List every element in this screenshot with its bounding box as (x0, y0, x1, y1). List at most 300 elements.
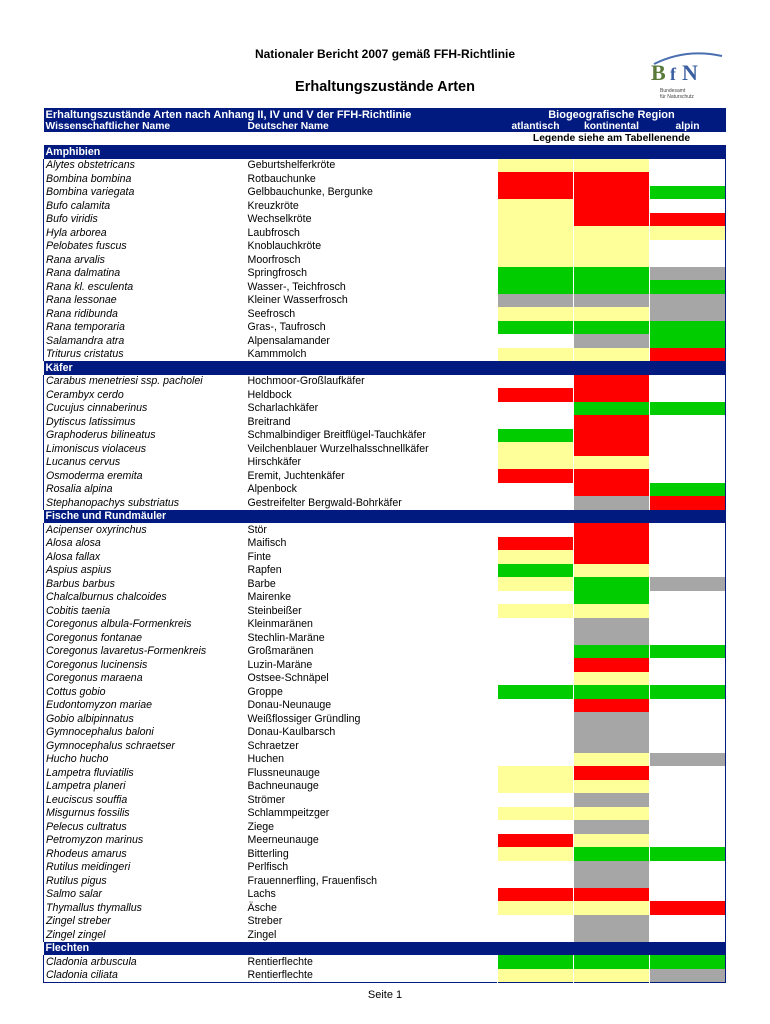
status-continental-cell (574, 307, 650, 321)
status-continental-cell (574, 591, 650, 605)
status-continental-cell (574, 618, 650, 632)
status-atlantic-cell (498, 550, 574, 564)
status-alpine-cell (650, 780, 726, 794)
status-continental-cell (574, 388, 650, 402)
table-row (44, 469, 726, 483)
status-atlantic-cell (498, 564, 574, 578)
status-atlantic-cell (498, 388, 574, 402)
status-alpine-cell (650, 307, 726, 321)
status-continental-cell (574, 186, 650, 200)
svg-text:B: B (651, 60, 666, 85)
german-name: Scharlachkäfer (247, 402, 319, 415)
status-alpine-cell (650, 901, 726, 915)
table-row (44, 780, 726, 794)
german-name: Flussneunauge (247, 766, 320, 779)
status-atlantic-cell (498, 726, 574, 740)
status-alpine-cell (650, 672, 726, 686)
status-alpine-cell (650, 766, 726, 780)
status-continental-cell (574, 267, 650, 281)
table-row (44, 402, 726, 416)
status-continental-cell (574, 172, 650, 186)
table-body (44, 145, 726, 983)
status-continental-cell (574, 226, 650, 240)
group-header-row (44, 942, 726, 956)
table-row (44, 861, 726, 875)
scientific-name: Rana ridibunda (44, 307, 246, 321)
table-row (44, 699, 726, 713)
german-name: Großmaränen (247, 645, 314, 658)
status-alpine-cell (650, 685, 726, 699)
scientific-name: Acipenser oxyrinchus (44, 523, 246, 537)
status-continental-cell (574, 726, 650, 740)
status-atlantic-cell (498, 631, 574, 645)
scientific-name: Thymallus thymallus (44, 901, 246, 915)
status-atlantic-cell (498, 874, 574, 888)
german-name: Steinbeißer (247, 604, 302, 617)
status-alpine-cell (650, 753, 726, 767)
status-continental-cell (574, 834, 650, 848)
group-name: Fische und Rundmäuler (44, 510, 498, 524)
group-header-fill (498, 145, 574, 159)
status-alpine-cell (650, 658, 726, 672)
status-alpine-cell (650, 564, 726, 578)
table-row (44, 591, 726, 605)
status-continental-cell (574, 213, 650, 227)
scientific-name: Rana kl. esculenta (44, 280, 246, 294)
status-alpine-cell (650, 861, 726, 875)
scientific-name: Misgurnus fossilis (44, 807, 246, 821)
status-alpine-cell (650, 172, 726, 186)
german-name: Breitrand (247, 415, 291, 428)
svg-text:Bundesamt: Bundesamt (660, 88, 686, 94)
table-row (44, 874, 726, 888)
status-atlantic-cell (498, 294, 574, 308)
scientific-name: Chalcalburnus chalcoides (44, 591, 246, 605)
status-continental-cell (574, 550, 650, 564)
status-alpine-cell (650, 645, 726, 659)
group-header-row (44, 145, 726, 159)
status-atlantic-cell (498, 604, 574, 618)
status-continental-cell (574, 537, 650, 551)
german-name: Alpenbock (247, 483, 297, 496)
scientific-name: Cucujus cinnaberinus (44, 402, 246, 416)
table-row (44, 321, 726, 335)
status-alpine-cell (650, 847, 726, 861)
german-name: Donau-Neunauge (247, 699, 332, 712)
status-alpine-cell (650, 226, 726, 240)
group-header-fill (574, 510, 650, 524)
german-name: Barbe (247, 577, 276, 590)
status-alpine-cell (650, 334, 726, 348)
german-name: Gelbbauchunke, Bergunke (247, 186, 373, 199)
status-continental-cell (574, 429, 650, 443)
scientific-name: Bombina bombina (44, 172, 246, 186)
status-continental-cell (574, 699, 650, 713)
scientific-name: Aspius aspius (44, 564, 246, 578)
status-atlantic-cell (498, 888, 574, 902)
status-alpine-cell (650, 739, 726, 753)
status-continental-cell (574, 780, 650, 794)
status-continental-cell (574, 901, 650, 915)
scientific-name: Alosa alosa (44, 537, 246, 551)
german-name: Lachs (247, 888, 276, 901)
status-atlantic-cell (498, 334, 574, 348)
group-name: Käfer (44, 361, 498, 375)
german-name: Kleinmaränen (247, 618, 313, 631)
table-row (44, 267, 726, 281)
status-continental-cell (574, 874, 650, 888)
table-row (44, 712, 726, 726)
table-row (44, 307, 726, 321)
status-atlantic-cell (498, 321, 574, 335)
col-header-scientific: Wissenschaftlicher Name (44, 121, 246, 132)
german-name: Stör (247, 523, 267, 536)
group-header-fill (498, 510, 574, 524)
table-row (44, 186, 726, 200)
status-atlantic-cell (498, 267, 574, 281)
german-name: Huchen (247, 753, 285, 766)
table-row (44, 334, 726, 348)
status-continental-cell (574, 685, 650, 699)
status-alpine-cell (650, 375, 726, 389)
status-continental-cell (574, 739, 650, 753)
scientific-name: Rana arvalis (44, 253, 246, 267)
group-name: Flechten (44, 942, 498, 956)
group-header-fill (574, 942, 650, 956)
group-name: Amphibien (44, 145, 498, 159)
status-alpine-cell (650, 631, 726, 645)
table-row (44, 564, 726, 578)
status-continental-cell (574, 253, 650, 267)
table-row (44, 442, 726, 456)
german-name: Frauennerfling, Frauenfisch (247, 874, 378, 887)
status-alpine-cell (650, 294, 726, 308)
german-name: Seefrosch (247, 307, 296, 320)
status-alpine-cell (650, 793, 726, 807)
status-alpine-cell (650, 402, 726, 416)
table-row (44, 294, 726, 308)
scientific-name: Alytes obstetricans (44, 159, 246, 173)
scientific-name: Bufo viridis (44, 213, 246, 227)
status-alpine-cell (650, 928, 726, 942)
table-row (44, 577, 726, 591)
col-header-atlantic: atlantisch (498, 121, 574, 132)
status-continental-cell (574, 955, 650, 969)
status-continental-cell (574, 793, 650, 807)
german-name: Rotbauchunke (247, 172, 316, 185)
table-row (44, 901, 726, 915)
status-continental-cell (574, 766, 650, 780)
table-row (44, 807, 726, 821)
german-name: Knoblauchkröte (247, 240, 322, 253)
german-name: Schlammpeitzger (247, 807, 330, 820)
table-row (44, 604, 726, 618)
status-alpine-cell (650, 348, 726, 362)
scientific-name: Rutilus meidingeri (44, 861, 246, 875)
status-alpine-cell (650, 186, 726, 200)
table-row (44, 537, 726, 551)
scientific-name: Coregonus lucinensis (44, 658, 246, 672)
status-alpine-cell (650, 442, 726, 456)
status-atlantic-cell (498, 415, 574, 429)
table-row (44, 280, 726, 294)
status-continental-cell (574, 672, 650, 686)
status-alpine-cell (650, 280, 726, 294)
german-name: Hirschkäfer (247, 456, 302, 469)
status-alpine-cell (650, 415, 726, 429)
scientific-name: Osmoderma eremita (44, 469, 246, 483)
table-row (44, 888, 726, 902)
svg-text:für Naturschutz: für Naturschutz (660, 94, 694, 100)
col-header-german: Deutscher Name (246, 121, 498, 132)
table-row (44, 253, 726, 267)
table-row (44, 645, 726, 659)
status-continental-cell (574, 645, 650, 659)
german-name: Streber (247, 915, 283, 928)
scientific-name: Hucho hucho (44, 753, 246, 767)
status-continental-cell (574, 456, 650, 470)
german-name: Springfrosch (247, 267, 307, 280)
german-name: Schraetzer (247, 739, 299, 752)
status-continental-cell (574, 334, 650, 348)
status-atlantic-cell (498, 753, 574, 767)
scientific-name: Coregonus fontanae (44, 631, 246, 645)
status-atlantic-cell (498, 213, 574, 227)
status-alpine-cell (650, 915, 726, 929)
status-atlantic-cell (498, 186, 574, 200)
status-atlantic-cell (498, 429, 574, 443)
legend-note: Legende siehe am Tabellenende (532, 132, 691, 144)
status-alpine-cell (650, 591, 726, 605)
table-row (44, 226, 726, 240)
scientific-name: Gymnocephalus schraetser (44, 739, 246, 753)
german-name: Groppe (247, 685, 283, 698)
status-atlantic-cell (498, 483, 574, 497)
scientific-name: Rana lessonae (44, 294, 246, 308)
scientific-name: Zingel streber (44, 915, 246, 929)
table-row (44, 685, 726, 699)
status-atlantic-cell (498, 537, 574, 551)
region-header: Biogeografische Region (498, 108, 726, 121)
report-header: Nationaler Bericht 2007 gemäß FFH-Richtlinie (254, 47, 516, 61)
german-name: Zingel (247, 928, 277, 941)
group-header-fill (650, 145, 726, 159)
table-row (44, 834, 726, 848)
status-atlantic-cell (498, 523, 574, 537)
table-title: Erhaltungszustände Arten nach Anhang II, IV und V der FFH-Richtlinie (44, 108, 498, 121)
group-header-fill (574, 361, 650, 375)
status-alpine-cell (650, 969, 726, 983)
status-atlantic-cell (498, 402, 574, 416)
status-atlantic-cell (498, 442, 574, 456)
status-continental-cell (574, 807, 650, 821)
status-atlantic-cell (498, 793, 574, 807)
german-name: Schmalbindiger Breitflügel-Tauchkäfer (247, 429, 426, 442)
scientific-name: Cerambyx cerdo (44, 388, 246, 402)
german-name: Äsche (247, 901, 277, 914)
status-continental-cell (574, 604, 650, 618)
status-alpine-cell (650, 604, 726, 618)
scientific-name: Pelobates fuscus (44, 240, 246, 254)
scientific-name: Lucanus cervus (44, 456, 246, 470)
table-row (44, 550, 726, 564)
scientific-name: Salmo salar (44, 888, 246, 902)
status-alpine-cell (650, 874, 726, 888)
table-row (44, 456, 726, 470)
status-continental-cell (574, 969, 650, 983)
german-name: Strömer (247, 793, 286, 806)
german-name: Alpensalamander (247, 334, 330, 347)
german-name: Kammmolch (247, 348, 307, 361)
german-name: Kleiner Wasserfrosch (247, 294, 348, 307)
german-name: Rapfen (247, 564, 282, 577)
species-status-table (43, 108, 726, 983)
status-alpine-cell (650, 834, 726, 848)
group-header-fill (498, 942, 574, 956)
table-row (44, 388, 726, 402)
german-name: Laubfrosch (247, 226, 300, 239)
status-alpine-cell (650, 213, 726, 227)
status-atlantic-cell (498, 577, 574, 591)
scientific-name: Hyla arborea (44, 226, 246, 240)
status-alpine-cell (650, 456, 726, 470)
scientific-name: Triturus cristatus (44, 348, 246, 362)
german-name: Maifisch (247, 537, 287, 550)
status-atlantic-cell (498, 226, 574, 240)
german-name: Kreuzkröte (247, 199, 299, 212)
status-continental-cell (574, 159, 650, 173)
scientific-name: Limoniscus violaceus (44, 442, 246, 456)
scientific-name: Cladonia ciliata (44, 969, 246, 983)
status-atlantic-cell (498, 712, 574, 726)
german-name: Gras-, Taufrosch (247, 321, 326, 334)
table-row (44, 955, 726, 969)
status-alpine-cell (650, 523, 726, 537)
german-name: Luzin-Maräne (247, 658, 313, 671)
status-atlantic-cell (498, 928, 574, 942)
status-continental-cell (574, 523, 650, 537)
german-name: Rentierflechte (247, 969, 313, 982)
table-row (44, 766, 726, 780)
status-continental-cell (574, 564, 650, 578)
status-continental-cell (574, 847, 650, 861)
german-name: Stechlin-Maräne (247, 631, 325, 644)
scientific-name: Dytiscus latissimus (44, 415, 246, 429)
status-alpine-cell (650, 807, 726, 821)
german-name: Ziege (247, 820, 274, 833)
status-atlantic-cell (498, 658, 574, 672)
status-atlantic-cell (498, 672, 574, 686)
status-atlantic-cell (498, 766, 574, 780)
status-continental-cell (574, 321, 650, 335)
group-header-fill (498, 361, 574, 375)
status-atlantic-cell (498, 834, 574, 848)
status-continental-cell (574, 199, 650, 213)
status-continental-cell (574, 348, 650, 362)
status-continental-cell (574, 915, 650, 929)
status-atlantic-cell (498, 699, 574, 713)
scientific-name: Rhodeus amarus (44, 847, 246, 861)
table-row (44, 739, 726, 753)
status-continental-cell (574, 861, 650, 875)
german-name: Rentierflechte (247, 955, 313, 968)
status-atlantic-cell (498, 820, 574, 834)
table-row (44, 213, 726, 227)
scientific-name: Coregonus maraena (44, 672, 246, 686)
german-name: Finte (247, 550, 272, 563)
status-alpine-cell (650, 199, 726, 213)
status-alpine-cell (650, 240, 726, 254)
scientific-name: Petromyzon marinus (44, 834, 246, 848)
status-atlantic-cell (498, 739, 574, 753)
group-header-fill (650, 942, 726, 956)
status-alpine-cell (650, 550, 726, 564)
status-atlantic-cell (498, 861, 574, 875)
scientific-name: Stephanopachys substriatus (44, 496, 246, 510)
status-continental-cell (574, 577, 650, 591)
status-atlantic-cell (498, 847, 574, 861)
group-header-fill (650, 361, 726, 375)
status-atlantic-cell (498, 253, 574, 267)
scientific-name: Coregonus lavaretus-Formenkreis (44, 645, 246, 659)
table-row (44, 793, 726, 807)
table-row (44, 159, 726, 173)
status-atlantic-cell (498, 685, 574, 699)
group-header-row (44, 510, 726, 524)
table-row (44, 753, 726, 767)
german-name: Heldbock (247, 388, 292, 401)
scientific-name: Alosa fallax (44, 550, 246, 564)
status-alpine-cell (650, 577, 726, 591)
status-atlantic-cell (498, 240, 574, 254)
german-name: Mairenke (247, 591, 292, 604)
table-row (44, 847, 726, 861)
table-header-row (44, 108, 726, 121)
scientific-name: Lampetra fluviatilis (44, 766, 246, 780)
german-name: Geburtshelferkröte (247, 159, 336, 172)
status-alpine-cell (650, 955, 726, 969)
svg-text:f: f (670, 64, 676, 84)
table-row (44, 375, 726, 389)
table-bottom-border (44, 983, 726, 984)
scientific-name: Barbus barbus (44, 577, 246, 591)
status-atlantic-cell (498, 469, 574, 483)
status-atlantic-cell (498, 375, 574, 389)
status-continental-cell (574, 753, 650, 767)
page-title: Erhaltungszustände Arten (295, 79, 475, 95)
scientific-name: Coregonus albula-Formenkreis (44, 618, 246, 632)
status-atlantic-cell (498, 199, 574, 213)
status-atlantic-cell (498, 307, 574, 321)
status-continental-cell (574, 469, 650, 483)
status-atlantic-cell (498, 159, 574, 173)
status-alpine-cell (650, 253, 726, 267)
status-atlantic-cell (498, 915, 574, 929)
svg-text:N: N (682, 60, 698, 85)
german-name: Wechselkröte (247, 213, 312, 226)
status-alpine-cell (650, 537, 726, 551)
scientific-name: Salamandra atra (44, 334, 246, 348)
status-continental-cell (574, 375, 650, 389)
status-alpine-cell (650, 618, 726, 632)
table-row (44, 618, 726, 632)
scientific-name: Bombina variegata (44, 186, 246, 200)
status-continental-cell (574, 442, 650, 456)
species-table-container (43, 108, 725, 983)
table-row (44, 928, 726, 942)
table-row (44, 172, 726, 186)
german-name: Ostsee-Schnäpel (247, 672, 329, 685)
